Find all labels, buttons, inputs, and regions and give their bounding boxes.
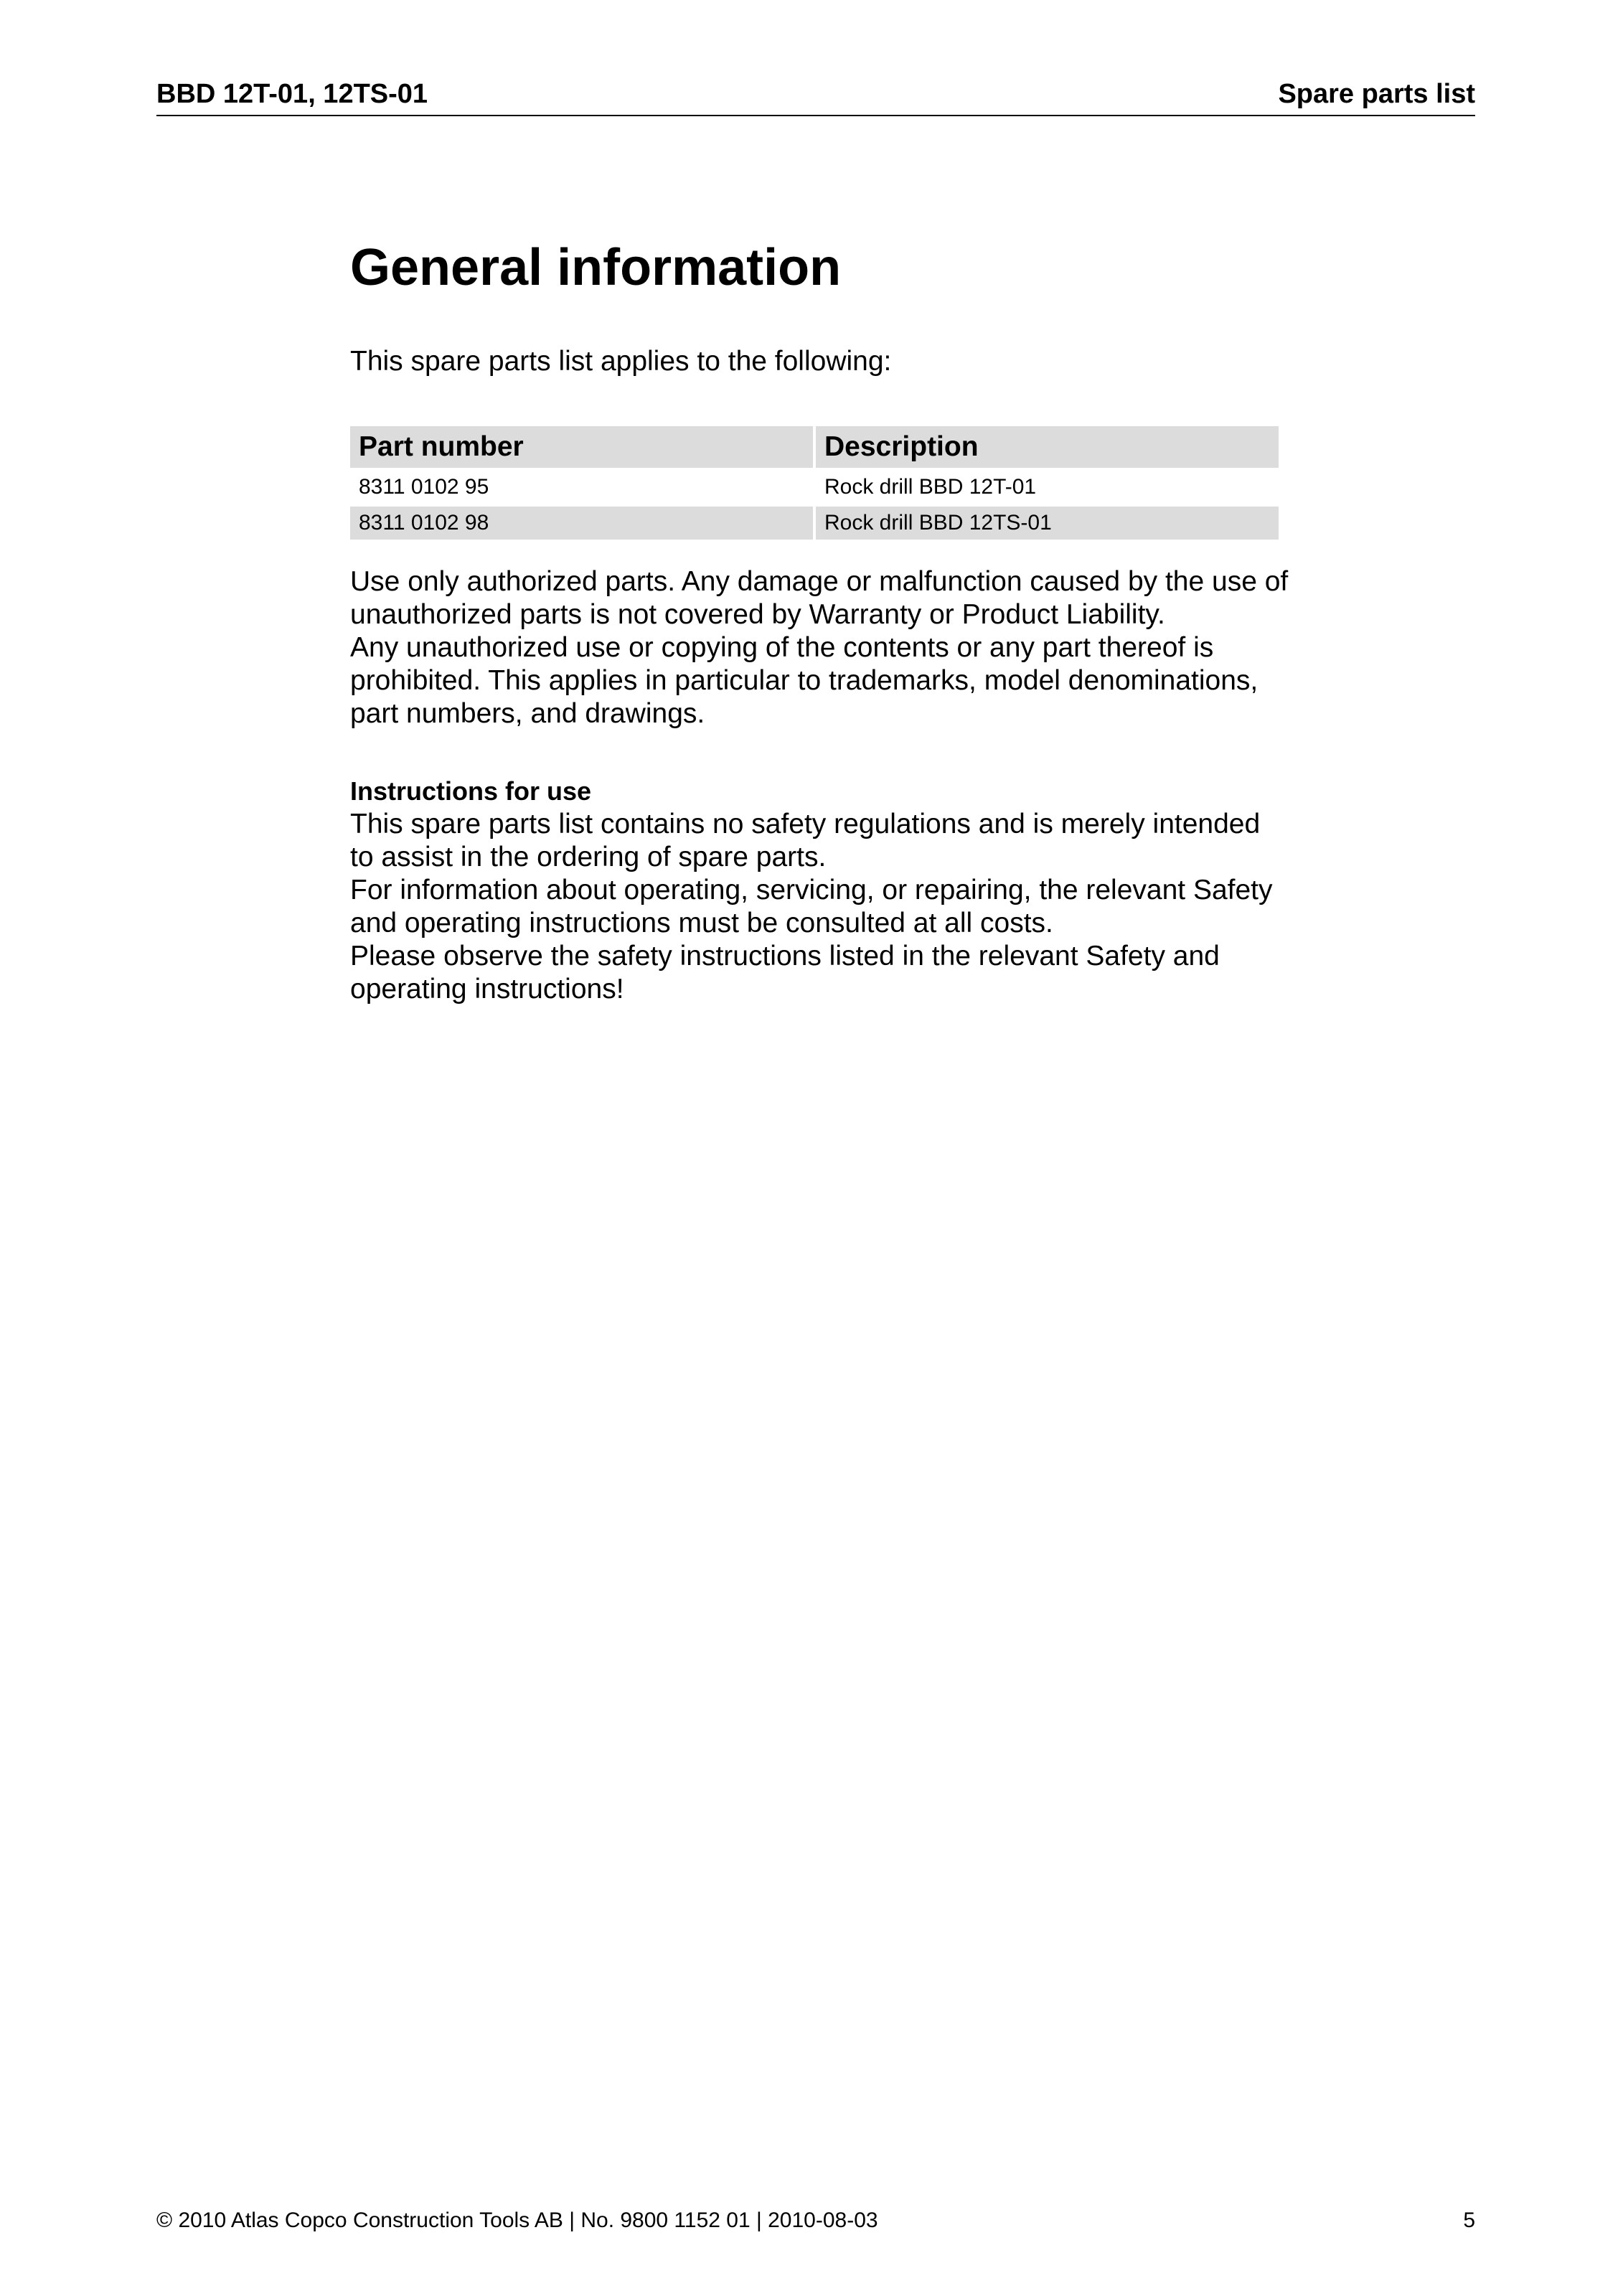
description-cell: Rock drill BBD 12T-01 [824,475,1037,499]
instructions-heading: Instructions for use [350,776,592,806]
parts-table [347,423,1281,542]
instructions-paragraph: This spare parts list contains no safety regulations and is merely intended to assist in the ordering of spare parts. [350,809,1261,873]
notice-paragraph: Any unauthorized use or copying of the contents or any part thereof is prohibited. This applies in particular to trademarks, model denominations, part numbers, and drawings. [350,632,1259,730]
main-content [350,237,1290,1006]
notice-paragraph: Use only authorized parts. Any damage or malfunction caused by the use of unauthorized parts is not covered by Warranty or Product Liability. [350,566,1289,631]
table-row [350,507,1279,540]
instructions-paragraph: For information about operating, servicing, or repairing, the relevant Safety and operating instructions must be consulted at all costs. [350,875,1273,939]
table-header-row [350,426,1279,468]
table-row [350,471,1279,504]
instructions-section [350,808,1290,1006]
copyright-text: © 2010 Atlas Copco Construction Tools AB | No. 9800 1152 01 | 2010-08-03 [156,2208,878,2232]
page-number: 5 [1463,2208,1475,2232]
page-title: General information [350,239,842,296]
column-header-description: Description [816,426,1279,468]
authorized-parts-notice [350,565,1290,730]
document-type: Spare parts list [1278,79,1475,109]
instructions-paragraph: Please observe the safety instructions listed in the relevant Safety and operating instructions! [350,941,1220,1005]
document-model: BBD 12T-01, 12TS-01 [156,79,428,109]
column-header-part-number: Part number [350,426,813,468]
page-header [156,75,1475,116]
description-cell: Rock drill BBD 12TS-01 [816,507,1279,540]
part-number-cell: 8311 0102 95 [359,475,489,499]
intro-text: This spare parts list applies to the following: [350,346,892,377]
part-number-cell: 8311 0102 98 [350,507,813,540]
